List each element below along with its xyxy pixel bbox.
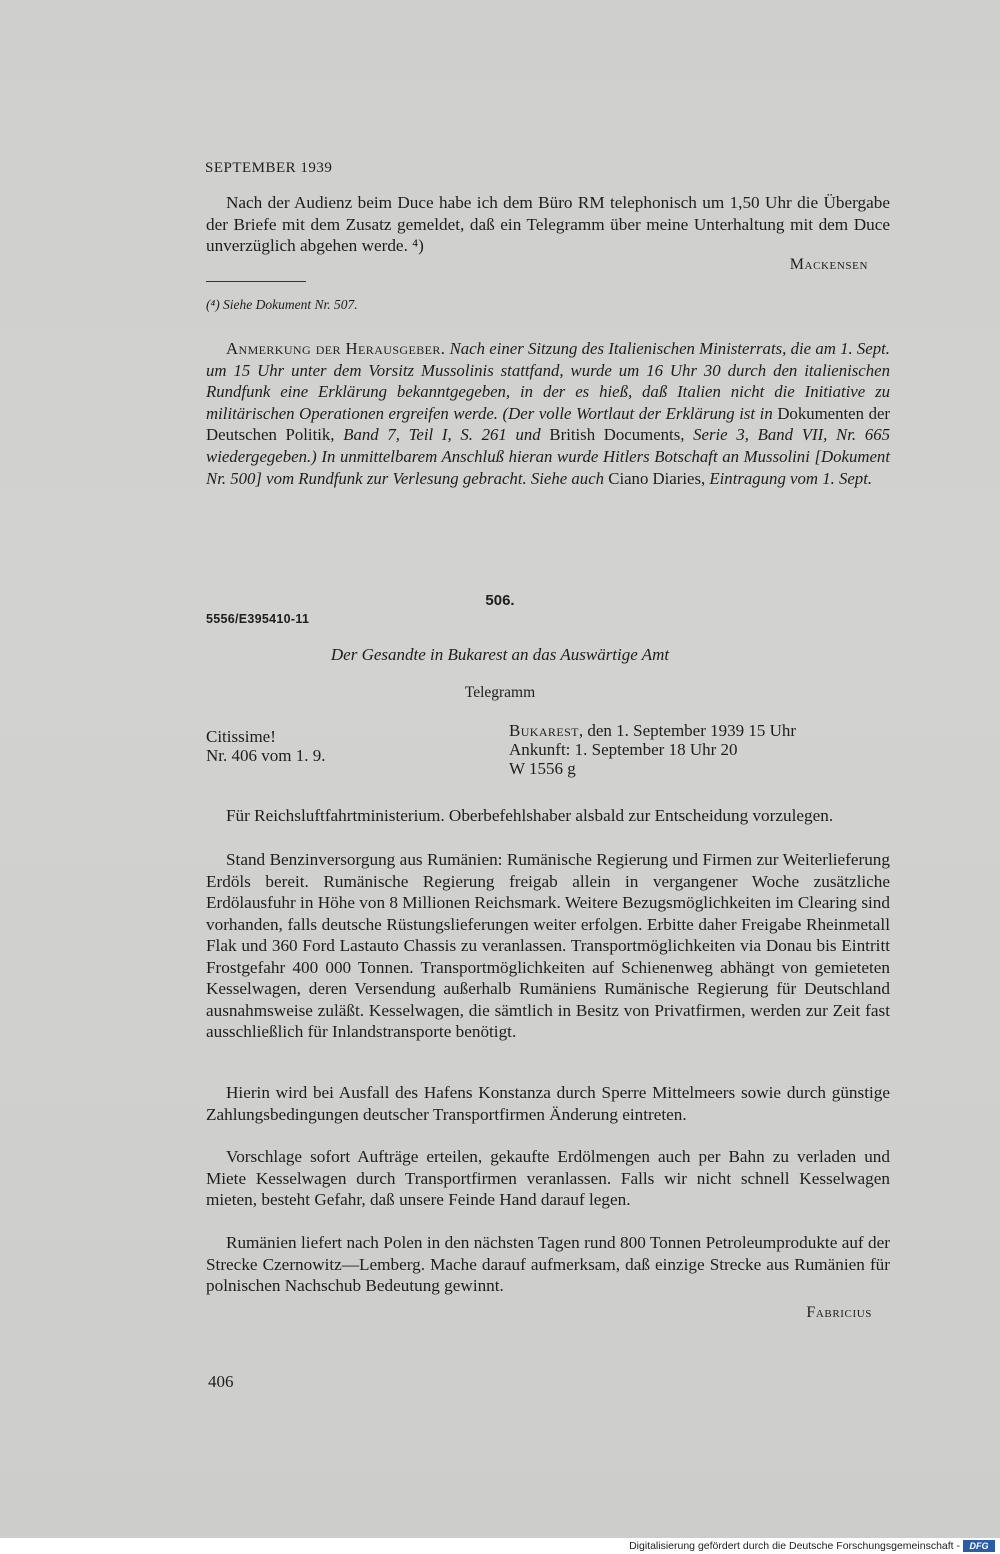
- dateline-rest: , den 1. September 1939 15 Uhr: [578, 721, 797, 740]
- dfg-logo: DFG: [963, 1540, 995, 1552]
- editor-note-ref-3: Ciano Diaries,: [608, 468, 706, 488]
- footer-text: Digitalisierung gefördert durch die Deutsche Forschungsgemeinschaft -: [629, 1540, 960, 1552]
- editor-note-text-4: Eintragung vom 1. Sept.: [709, 468, 873, 488]
- dateline-city: Bukarest: [509, 721, 579, 740]
- editor-note-text-3: Serie 3, Band VII, Nr. 665 wiedergegeben.) In unmittelbarem Anschluß hieran wurde Hitlers Botschaft an Mussolini [Dokument Nr. 500] vom Rundfunk zur Verlesung gebracht. Siehe auch: [206, 425, 890, 488]
- dateline: [509, 721, 796, 740]
- signature: Fabricius: [806, 1304, 872, 1321]
- footnote-rule: [206, 281, 306, 282]
- body-paragraph-4: Vorschlage sofort Aufträge erteilen, gekaufte Erdölmengen auch per Bahn zu verladen und Miete Kesselwagen durch Transportfirmen veranlassen. Falls wir nicht schnell Kesselwagen mieten, besteht Gefahr, daß unsere Feinde Hand darauf legen.: [206, 1147, 890, 1209]
- telegram-number-line: Nr. 406 vom 1. 9.: [206, 746, 326, 765]
- editor-note-text-1: Nach einer Sitzung des Italienischen Ministerrats, die am 1. Sept. um 15 Uhr unter dem Vorsitz Mussolinis stattfand, wurde um 16 Uhr 30 durch den italienischen Rundfunk eine Erklärung bekanntgegeben, in der es hieß, daß Italien nicht die Initiative zu militärischen Operationen ergreifen werde. (Der volle Wortlaut der Erklärung ist in: [206, 339, 890, 423]
- editor-note-ref-1: Dokumenten der Deutschen Politik,: [206, 403, 891, 445]
- telegram-priority-block: [206, 727, 325, 765]
- footnote: (⁴) Siehe Dokument Nr. 507.: [206, 297, 358, 312]
- digitization-footer: [0, 1538, 1000, 1554]
- document-number: 506.: [485, 592, 515, 609]
- editor-note-text-2: Band 7, Teil I, S. 261 und: [343, 425, 541, 445]
- body-paragraph-5: Rumänien liefert nach Polen in den nächsten Tagen rund 800 Tonnen Petroleumprodukte auf der Strecke Czernowitz—Lemberg. Mache darauf aufmerksam, daß einzige Strecke aus Rumänien für polnischen Nachschub Bedeutung gewinnt.: [206, 1233, 890, 1295]
- editor-note-label: Anmerkung der Herausgeber.: [226, 339, 446, 358]
- registry-line: W 1556 g: [509, 759, 576, 778]
- document-type: Telegramm: [464, 684, 536, 701]
- arrival-line: Ankunft: 1. September 18 Uhr 20: [509, 740, 738, 759]
- editor-note-ref-2: British Documents,: [549, 425, 685, 445]
- telegram-dateline-block: [509, 721, 796, 778]
- page-number: 406: [208, 1372, 234, 1391]
- running-header: SEPTEMBER 1939: [205, 160, 333, 176]
- body-paragraph-1: Für Reichsluftfahrtministerium. Oberbefehlshaber alsbald zur Entscheidung vorzulegen.: [226, 806, 834, 825]
- body-paragraph-2: Stand Benzinversorgung aus Rumänien: Rumänische Regierung und Firmen zur Weiterlieferung Erdöls bereit. Rumänische Regierung freigab allein in vergangener Woche zusätzliche Erdölausfuhr in Höhe von 8 Millionen Reichsmark. Weitere Bezugsmöglichkeiten im Clearing sind vorhanden, falls deutsche Rüstungslieferungen weiter erfolgen. Erbitte daher Freigabe Rheinmetall Flak und 360 Ford Lastauto Chassis zu veranlassen. Transportmöglichkeiten via Donau bis Eintritt Frostgefahr 400 000 Tonnen. Transportmöglichkeiten auf Schienenweg abhängt von gemieteten Kesselwagen, deren Versendung außerhalb Rumäniens Rumänische Regierung für Deutschland ausnahmsweise zuläßt. Kesselwagen, die sämtlich in Besitz von Privatfirmen, werden zur Zeit fast ausschließlich für Inlandstransporte benötigt.: [206, 850, 890, 1041]
- body-paragraph-3: Hierin wird bei Ausfall des Hafens Konstanza durch Sperre Mittelmeers sowie durch günstige Zahlungsbedingungen deutscher Transportfirmen Änderung eintreten.: [206, 1083, 890, 1124]
- intro-paragraph: Nach der Audienz beim Duce habe ich dem Büro RM telephonisch um 1,50 Uhr die Übergabe der Briefe mit dem Zusatz gemeldet, daß ein Telegramm über meine Unterhaltung mit dem Duce unverzüglich abgehen werde. ⁴): [206, 193, 890, 255]
- file-reference: 5556/E395410-11: [206, 612, 310, 626]
- priority-line: Citissime!: [206, 727, 276, 746]
- editor-note: [206, 338, 890, 489]
- intro-signature: Mackensen: [789, 256, 868, 273]
- document-title: Der Gesandte in Bukarest an das Auswärtige Amt: [330, 645, 670, 664]
